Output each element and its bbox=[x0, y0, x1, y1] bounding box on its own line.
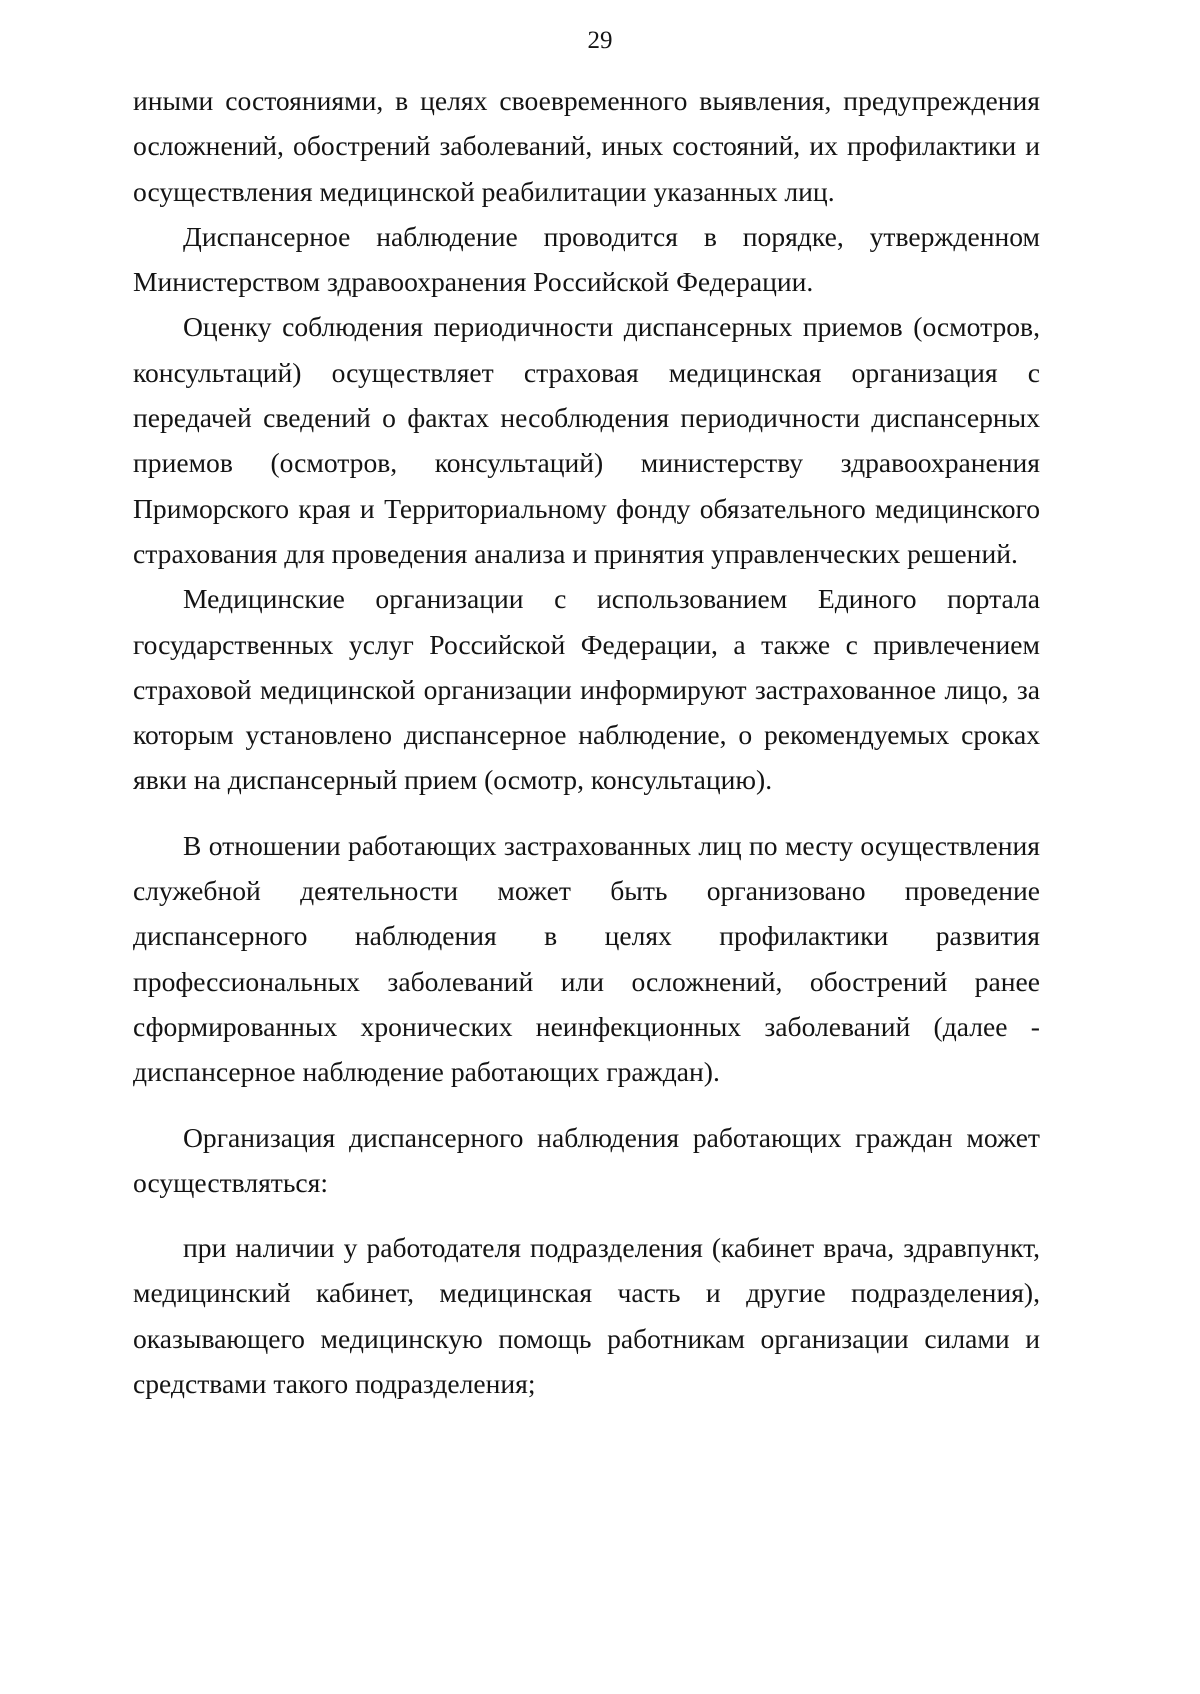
paragraph-periodicity-assessment: Оценку соблюдения периодичности диспансерных приемов (осмотров, консультаций) осуществляет страховая медицинская организация с передачей сведений о фактах несоблюдения периодичности диспансерных приемов (осмотров, консультаций) министерству здравоохранения Приморского края и Территориальному фонду обязательного медицинского страхования для проведения анализа и принятия управленческих решений. bbox=[133, 311, 1040, 569]
paragraph-patient-notification: Медицинские организации с использованием Единого портала государственных услуг Российской Федерации, а также с привлечением страховой медицинской организации информируют застрахованное лицо, за которым установлено диспансерное наблюдение, о рекомендуемых сроках явки на диспансерный прием (осмотр, консультацию). bbox=[133, 583, 1040, 796]
paragraph-organization-intro: Организация диспансерного наблюдения работающих граждан может осуществляться: bbox=[133, 1121, 1040, 1198]
paragraph-employer-unit: при наличии у работодателя подразделения (кабинет врача, здравпункт, медицинский кабинет, медицинская часть и другие подразделения), оказывающего медицинскую помощь работникам организации силами и средствами такого подразделения; bbox=[133, 1232, 1040, 1400]
paragraph-continuation: иными состояниями, в целях своевременного выявления, предупреждения осложнений, обострений заболеваний, иных состояний, их профилактики и осуществления медицинской реабилитации указанных лиц. bbox=[133, 85, 1040, 207]
document-body bbox=[133, 78, 1040, 1406]
paragraph-dispensary-order: Диспансерное наблюдение проводится в порядке, утвержденном Министерством здравоохранения Российской Федерации. bbox=[133, 220, 1040, 298]
paragraph-working-citizens: В отношении работающих застрахованных лиц по месту осуществления служебной деятельности может быть организовано проведение диспансерного наблюдения в целях профилактики развития профессиональных заболеваний или осложнений, обострений ранее сформированных хронических неинфекционных заболеваний (далее - диспансерное наблюдение работающих граждан). bbox=[133, 829, 1040, 1088]
page-number: 29 bbox=[587, 27, 613, 54]
